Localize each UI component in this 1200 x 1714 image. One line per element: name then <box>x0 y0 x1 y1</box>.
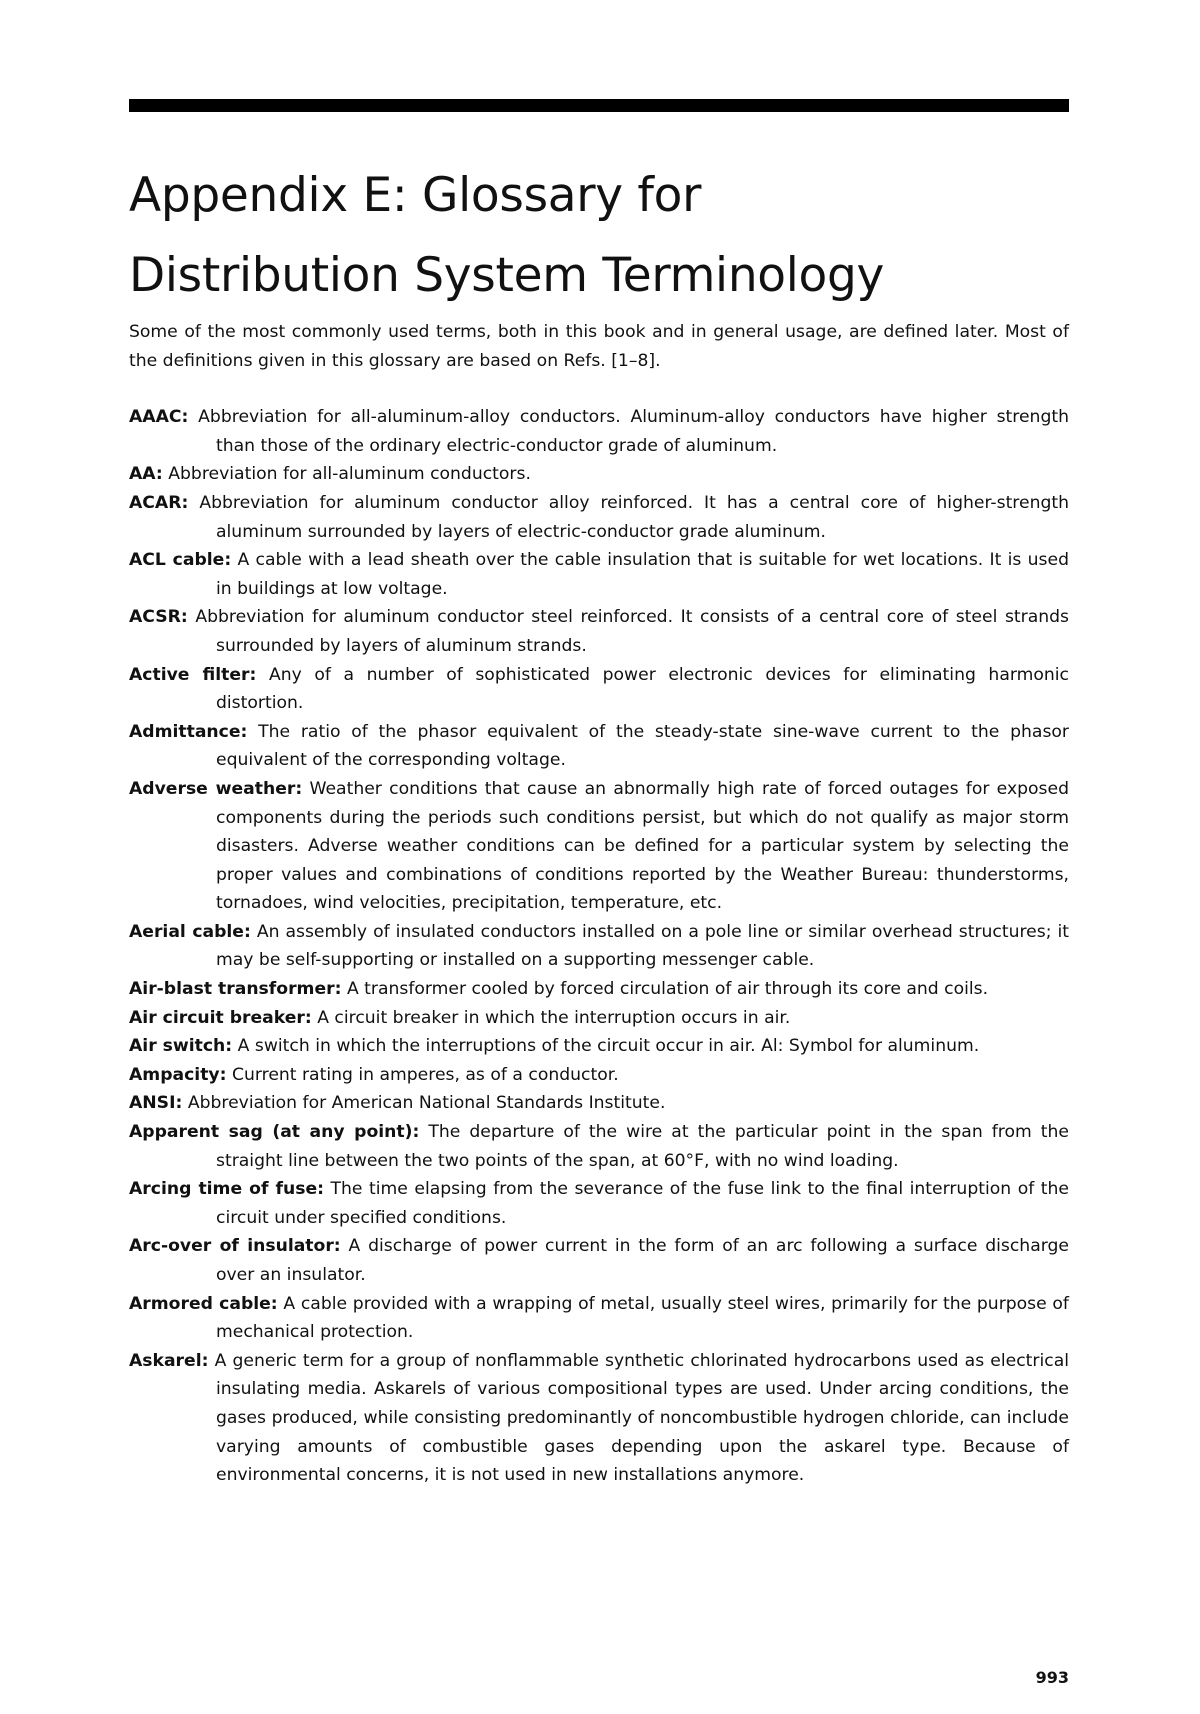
glossary-definition: Abbreviation for aluminum conductor steel reinforced. It consists of a central core of steel strands surrounded by layers of aluminum strands. <box>195 607 1069 656</box>
glossary-term: ACSR: <box>129 607 188 628</box>
glossary-term: AA: <box>129 464 163 485</box>
glossary-definition: A cable provided with a wrapping of metal, usually steel wires, primarily for the purpose of mechanical protection. <box>216 1293 1069 1343</box>
glossary-term: ACAR: <box>129 492 189 513</box>
glossary-definition: Abbreviation for all-aluminum conductors. <box>168 464 531 485</box>
glossary-term: Askarel: <box>129 1350 209 1371</box>
glossary-term: Admittance: <box>129 721 248 742</box>
glossary-entry-active-filter <box>129 661 1069 718</box>
glossary-definition: Abbreviation for all-aluminum-alloy conductors. Aluminum-alloy conductors have higher strength than those of the ordinary electric-conductor grade of aluminum. <box>198 407 1069 456</box>
glossary-term: Arc-over of insulator: <box>129 1236 341 1257</box>
glossary-definition: A generic term for a group of nonflammable synthetic chlorinated hydrocarbons used as electrical insulating media. Askarels of various compositional types are used. Under arcing conditions, the gases produced, while consisting predominantly of noncombustible hydrogen chloride, can include varying amounts of combustible gases depending upon the askarel type. Because of environmental concerns, it is not used in new installations anymore. <box>214 1350 1070 1486</box>
glossary-entry-air-blast-transformer <box>129 975 1069 1004</box>
intro-paragraph: Some of the most commonly used terms, both in this book and in general usage, are defined later. Most of the definitions given in this glossary are based on Refs. [1–8]. <box>129 322 1069 371</box>
top-rule <box>129 99 1069 112</box>
glossary-definition: The time elapsing from the severance of the fuse link to the final interruption of the circuit under specified conditions. <box>216 1179 1069 1228</box>
page-number: 993 <box>1035 1668 1069 1687</box>
glossary-content <box>129 318 1069 1490</box>
glossary-term: ANSI: <box>129 1093 183 1114</box>
glossary-entry-admittance <box>129 718 1069 775</box>
glossary-entry-acl-cable <box>129 546 1069 603</box>
glossary-entry-askarel <box>129 1347 1069 1490</box>
glossary-term: Armored cable: <box>129 1293 278 1314</box>
glossary-definition: A circuit breaker in which the interruption occurs in air. <box>317 1007 791 1028</box>
page-title-line-2: Distribution System Terminology <box>129 248 885 303</box>
glossary-term: Air switch: <box>129 1036 233 1057</box>
glossary-term: AAAC: <box>129 407 189 428</box>
glossary-entry-aa <box>129 460 1069 489</box>
glossary-definition: A discharge of power current in the form of an arc following a surface discharge over an insulator. <box>216 1236 1069 1285</box>
glossary-entry-air-circuit-breaker <box>129 1004 1069 1033</box>
glossary-definition: Any of a number of sophisticated power electronic devices for eliminating harmonic distortion. <box>216 664 1069 714</box>
glossary-entry-apparent-sag <box>129 1118 1069 1175</box>
glossary-definition: Weather conditions that cause an abnormally high rate of forced outages for exposed components during the periods such conditions persist, but which do not qualify as major storm disasters. Adverse weather conditions can be defined for a particular system by selecting the proper values and combinations of conditions reported by the Weather Bureau: thunderstorms, tornadoes, wind velocities, precipitation, temperature, etc. <box>216 778 1069 914</box>
glossary-entry-ampacity <box>129 1061 1069 1090</box>
glossary-entry-armored-cable <box>129 1290 1069 1347</box>
glossary-entry-arc-over-of-insulator <box>129 1232 1069 1289</box>
glossary-entry-arcing-time-of-fuse <box>129 1175 1069 1232</box>
glossary-definition: A transformer cooled by forced circulation of air through its core and coils. <box>346 979 989 1000</box>
page-title-line-1: Appendix E: Glossary for <box>129 168 702 223</box>
glossary-definition: Current rating in amperes, as of a conductor. <box>231 1064 619 1085</box>
glossary-definition: An assembly of insulated conductors installed on a pole line or similar overhead structures; it may be self-supporting or installed on a supporting messenger cable. <box>216 921 1070 971</box>
glossary-definition: The departure of the wire at the particular point in the span from the straight line between the two points of the span, at 60°F, with no wind loading. <box>216 1122 1069 1171</box>
glossary-term: Ampacity: <box>129 1064 227 1085</box>
glossary-definition: Abbreviation for aluminum conductor alloy reinforced. It has a central core of higher-strength aluminum surrounded by layers of electric-conductor grade aluminum. <box>199 492 1070 542</box>
glossary-entry-adverse-weather <box>129 775 1069 918</box>
glossary-definition: A cable with a lead sheath over the cable insulation that is suitable for wet locations. It is used in buildings at low voltage. <box>216 550 1069 599</box>
glossary-term: Apparent sag (at any point): <box>129 1122 420 1143</box>
glossary-entry-aerial-cable <box>129 918 1069 975</box>
glossary-term: Arcing time of fuse: <box>129 1179 324 1200</box>
glossary-entry-ansi <box>129 1089 1069 1118</box>
glossary-entry-air-switch <box>129 1032 1069 1061</box>
glossary-term: Air-blast transformer: <box>129 979 342 1000</box>
glossary-term: Air circuit breaker: <box>129 1007 312 1028</box>
glossary-entry-aaac <box>129 403 1069 460</box>
glossary-list <box>129 403 1069 1490</box>
glossary-term: Adverse weather: <box>129 778 303 799</box>
glossary-definition: The ratio of the phasor equivalent of the steady-state sine-wave current to the phasor equivalent of the corresponding voltage. <box>216 721 1069 771</box>
glossary-entry-acsr <box>129 603 1069 660</box>
glossary-term: ACL cable: <box>129 550 232 571</box>
glossary-definition: A switch in which the interruptions of the circuit occur in air. Al: Symbol for aluminum. <box>237 1036 980 1057</box>
glossary-term: Active filter: <box>129 664 257 685</box>
glossary-definition: Abbreviation for American National Standards Institute. <box>187 1093 666 1114</box>
glossary-entry-acar <box>129 489 1069 546</box>
glossary-term: Aerial cable: <box>129 921 251 942</box>
page-title <box>129 156 1069 316</box>
